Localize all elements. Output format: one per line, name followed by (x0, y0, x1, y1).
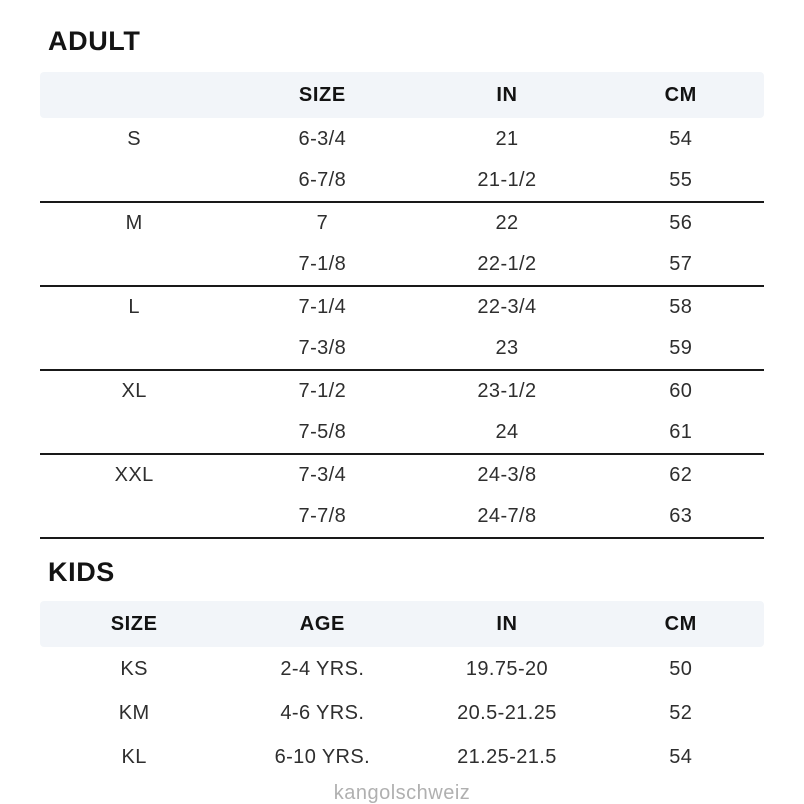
adult-size-table (40, 72, 764, 539)
table-row (40, 496, 764, 538)
size-cell: 6-7/8 (228, 160, 416, 202)
adult-heading: ADULT (48, 26, 141, 56)
adult-section (40, 26, 764, 539)
inches-cell: 23 (416, 328, 597, 370)
kids-section (40, 557, 764, 779)
adult-col-header-size: SIZE (228, 72, 416, 118)
table-row (40, 454, 764, 496)
size-label-cell: KS (120, 657, 148, 680)
table-row (40, 286, 764, 328)
adult-header-row (40, 72, 764, 118)
inches-cell: 19.75-20 (465, 657, 549, 680)
size-label-cell (40, 496, 228, 538)
cm-cell: 52 (669, 701, 693, 724)
kangolschweiz-watermark: kangolschweiz (333, 782, 471, 804)
kids-col-header-cm: CM (597, 601, 764, 647)
age-cell: 4-6 YRS. (280, 701, 365, 724)
cm-cell: 54 (669, 745, 693, 768)
inches-cell: 21-1/2 (416, 160, 597, 202)
inches-cell: 22 (495, 212, 519, 234)
size-label-cell: M (125, 212, 143, 234)
inches-cell: 24 (416, 412, 597, 454)
age-cell: 6-10 YRS. (274, 745, 371, 768)
kids-size-table (40, 601, 764, 779)
age-cell: 2-4 YRS. (280, 657, 365, 680)
size-cell: 7 (316, 212, 329, 234)
size-cell: 7-1/2 (298, 380, 347, 402)
kids-col-header-in: IN (416, 601, 597, 647)
size-label-cell: KL (121, 745, 147, 768)
size-label-cell: KM (118, 701, 150, 724)
table-row (40, 202, 764, 244)
table-row (40, 118, 764, 160)
size-label-cell (40, 412, 228, 454)
size-cell: 7-5/8 (228, 412, 416, 454)
table-row (40, 244, 764, 286)
kids-col-header-age: AGE (228, 601, 416, 647)
table-row (40, 735, 764, 779)
inches-cell: 24-3/8 (477, 464, 537, 486)
size-label-cell (40, 244, 228, 286)
table-row (40, 412, 764, 454)
cm-cell: 56 (669, 212, 693, 234)
cm-cell: 61 (597, 412, 764, 454)
kids-heading: KIDS (48, 557, 115, 587)
table-row (40, 691, 764, 735)
kids-header-row (40, 601, 764, 647)
size-label-cell: L (128, 296, 140, 318)
size-label-cell (40, 160, 228, 202)
table-row (40, 160, 764, 202)
inches-cell: 21 (495, 127, 519, 150)
adult-col-header-cm: CM (597, 72, 764, 118)
cm-cell: 50 (669, 657, 693, 680)
cm-cell: 59 (597, 328, 764, 370)
table-row (40, 647, 764, 691)
size-label-cell: S (127, 127, 141, 150)
cm-cell: 60 (669, 380, 693, 402)
cm-cell: 55 (597, 160, 764, 202)
inches-cell: 20.5-21.25 (457, 701, 557, 724)
size-cell: 6-3/4 (298, 127, 347, 150)
table-row (40, 370, 764, 412)
inches-cell: 24-7/8 (416, 496, 597, 538)
kids-col-header-size: SIZE (40, 601, 228, 647)
size-label-cell: XL (121, 380, 147, 402)
cm-cell: 58 (669, 296, 693, 318)
size-label-cell (40, 328, 228, 370)
table-row (40, 328, 764, 370)
inches-cell: 22-3/4 (477, 296, 537, 318)
cm-cell: 62 (669, 464, 693, 486)
size-cell: 7-1/8 (228, 244, 416, 286)
inches-cell: 23-1/2 (477, 380, 537, 402)
size-cell: 7-1/4 (298, 296, 347, 318)
size-cell: 7-3/8 (228, 328, 416, 370)
size-cell: 7-7/8 (228, 496, 416, 538)
cm-cell: 54 (669, 127, 693, 150)
cm-cell: 63 (597, 496, 764, 538)
cm-cell: 57 (597, 244, 764, 286)
size-label-cell: XXL (114, 464, 154, 486)
inches-cell: 22-1/2 (416, 244, 597, 286)
size-cell: 7-3/4 (298, 464, 347, 486)
inches-cell: 21.25-21.5 (457, 745, 557, 768)
adult-col-header-blank (40, 72, 228, 118)
adult-col-header-in: IN (416, 72, 597, 118)
